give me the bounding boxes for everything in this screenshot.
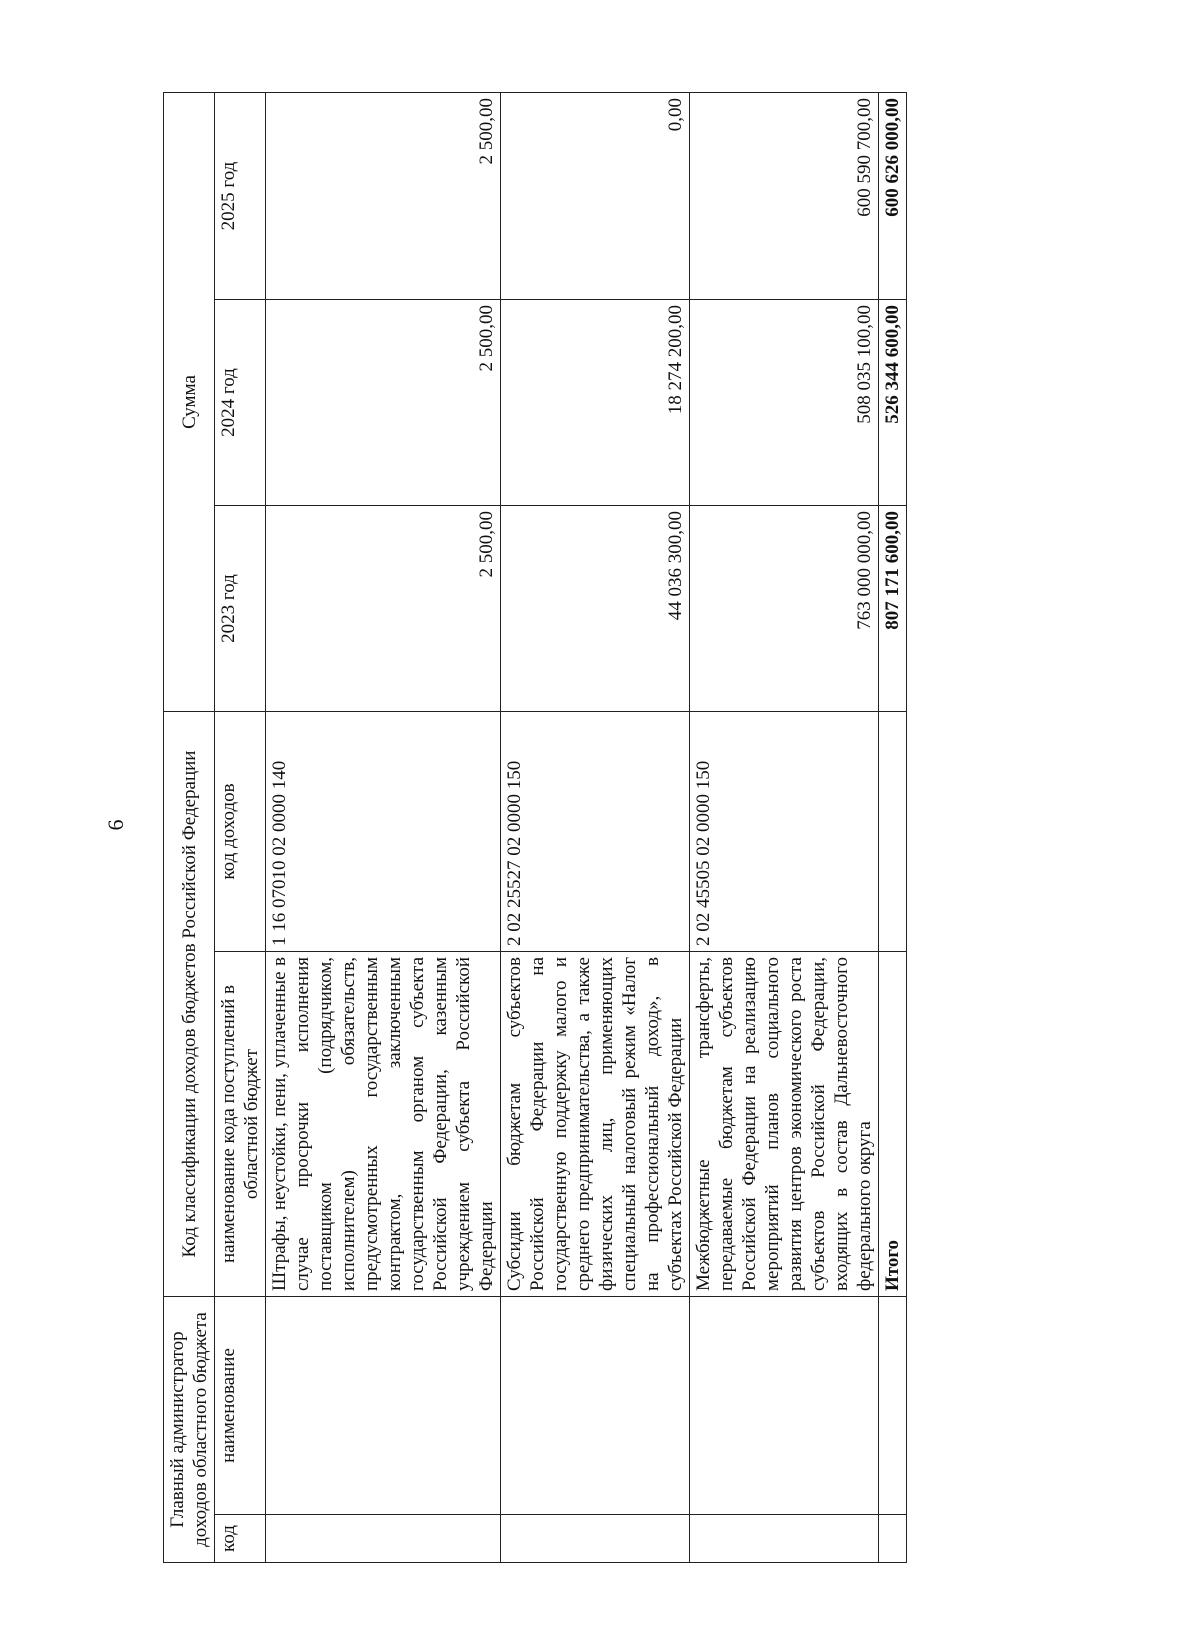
row-income-name: Межбюджетные трансферты, передаваемые бюджетам субъектов Российской Федерации на реализацию мероприятий планов социального развития центров экономического роста субъектов Российской Федерации, входящих в состав Дальневосточного федерального округа <box>690 952 879 1297</box>
row-value-2024: 508 035 100,00 <box>690 300 879 506</box>
total-income-code <box>879 712 907 952</box>
header-classification-group: Код классификации доходов бюджетов Российской Федерации <box>164 712 215 1297</box>
header-income-code: код доходов <box>215 712 266 952</box>
total-value-2023: 807 171 600,00 <box>879 506 907 712</box>
row-value-2023: 2 500,00 <box>266 506 501 712</box>
row-value-2024: 2 500,00 <box>266 300 501 506</box>
table-row <box>690 92 879 1562</box>
total-value-2024: 526 344 600,00 <box>879 300 907 506</box>
row-admin-name <box>501 1297 690 1515</box>
row-admin-name <box>266 1297 501 1515</box>
row-admin-code <box>690 1515 879 1563</box>
page-number: 6 <box>103 819 128 831</box>
row-income-name: Субсидии бюджетам субъектов Российской Федерации на государственную поддержку малого и среднего предпринимательства, а также физических лиц, применяющих специальный налоговый режим «Налог на профессиональный доход», в субъектах Российской Федерации <box>501 952 690 1297</box>
table-row <box>266 92 501 1562</box>
row-income-code: 1 16 07010 02 0000 140 <box>266 712 501 952</box>
row-value-2023: 44 036 300,00 <box>501 506 690 712</box>
row-value-2025: 2 500,00 <box>266 92 501 299</box>
header-admin-group: Главный администратор доходов областного бюджета <box>164 1297 215 1563</box>
header-admin-name: наименование <box>215 1297 266 1515</box>
row-income-code: 2 02 25527 02 0000 150 <box>501 712 690 952</box>
rotated-table-sheet <box>163 93 1043 1563</box>
row-value-2024: 18 274 200,00 <box>501 300 690 506</box>
row-value-2023: 763 000 000,00 <box>690 506 879 712</box>
income-table <box>163 92 907 1563</box>
total-admin-code <box>879 1515 907 1563</box>
row-income-code: 2 02 45505 02 0000 150 <box>690 712 879 952</box>
header-year-2024: 2024 год <box>215 300 266 506</box>
total-admin-name <box>879 1297 907 1515</box>
row-value-2025: 600 590 700,00 <box>690 92 879 299</box>
total-label: Итого <box>879 952 907 1297</box>
header-year-2023: 2023 год <box>215 506 266 712</box>
header-sum-group: Сумма <box>164 92 215 711</box>
table-row <box>501 92 690 1562</box>
header-year-2025: 2025 год <box>215 92 266 299</box>
header-admin-code: код <box>215 1515 266 1563</box>
header-income-name: наименование кода поступлений в областной бюджет <box>215 952 266 1297</box>
row-value-2025: 0,00 <box>501 92 690 299</box>
row-admin-name <box>690 1297 879 1515</box>
total-value-2025: 600 626 000,00 <box>879 92 907 299</box>
row-admin-code <box>266 1515 501 1563</box>
total-row <box>879 92 907 1562</box>
row-admin-code <box>501 1515 690 1563</box>
row-income-name: Штрафы, неустойки, пени, уплаченные в случае просрочки исполнения поставщиком (подрядчиком, исполнителем) обязательств, предусмотренных государственным контрактом, заключенным государственным органом субъекта Российской Федерации, казенным учреждением субъекта Российской Федерации <box>266 952 501 1297</box>
